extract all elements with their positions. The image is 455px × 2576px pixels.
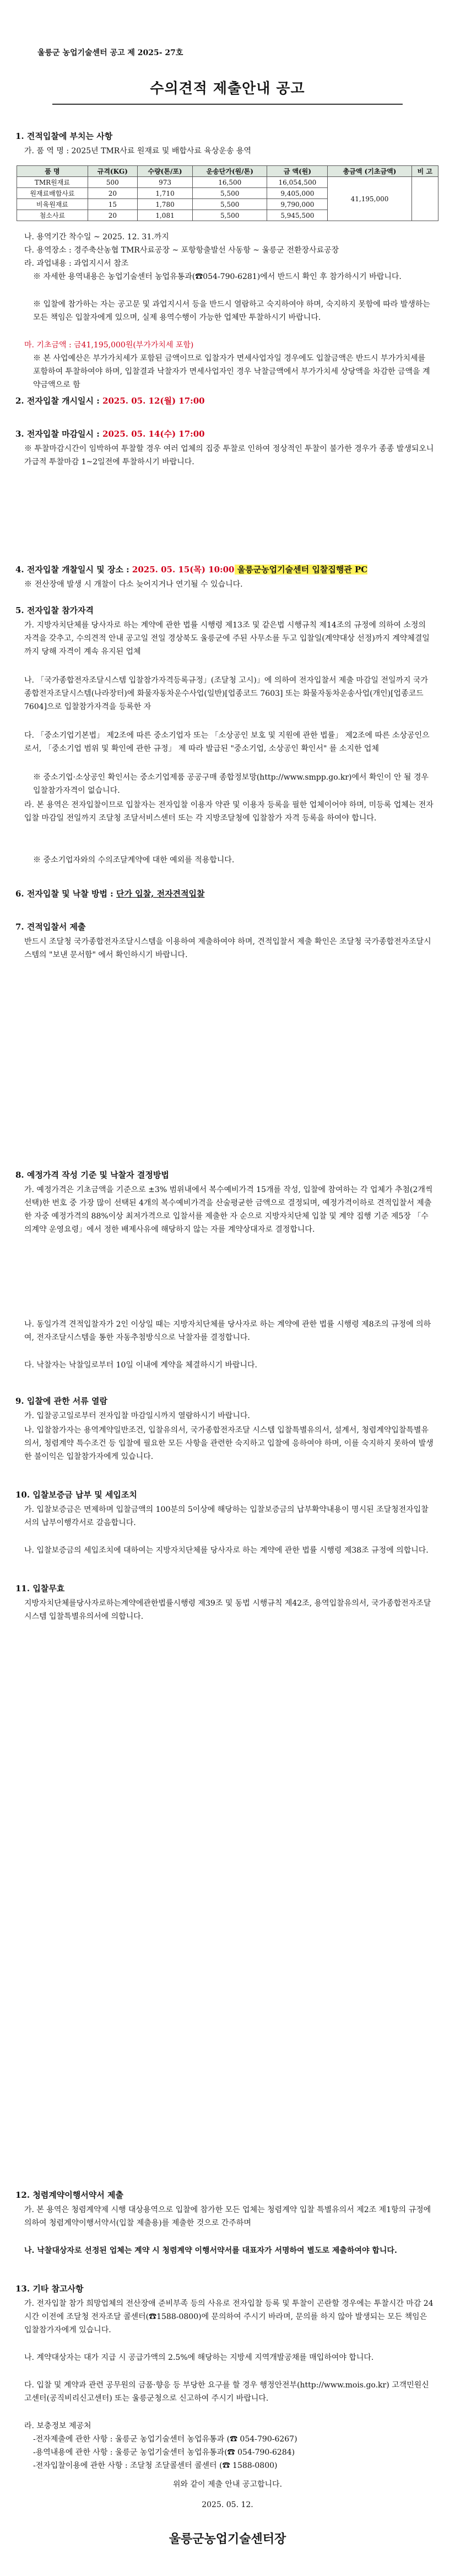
table-cell: 5,500: [193, 188, 267, 199]
section-13-line: 라. 보충정보 제공처: [24, 2422, 91, 2430]
section-11-body: 지방자치단체를당사자로하는계약에관한법률시행령 제39조 및 동법 시행규칙 제42조, 용역입찰유의서, 국가종합전자조달시스템 입찰특별유의서에 의합니다.: [24, 1599, 431, 1621]
table-header: 비 고: [411, 166, 438, 177]
section-4-label: 4. 전자입찰 개찰일시 및 장소 :: [15, 565, 132, 575]
product-table: [17, 165, 438, 221]
table-cell: 9,405,000: [267, 188, 328, 199]
section-2-label: 2. 전자입찰 개시일시 :: [15, 396, 103, 406]
table-header: 수량(톤/포): [137, 166, 192, 177]
table-cell: 원재료배합사료: [17, 188, 88, 199]
section-13-line: 가. 전자입찰 참가 희망업체의 전산장애 준비부족 등의 사유로 전자입찰 등록 및 투찰이 곤란할 경우에는 투찰시간 마감 24시간 이전에 조달청 전자조달 콜센터(☎1588-0800)에 문의하여 주시기 바라며, 문의를 하지 않아 발생되는 모든 책임은 입찰참가자에게 있습니다.: [24, 2299, 434, 2334]
title-divider: [52, 104, 403, 105]
section-5-line: 가. 지방자치단체를 당사자로 하는 계약에 관한 법률 시행령 제13조 및 같은법 시행규칙 제14조의 규정에 의하여 소정의 자격을 갖추고, 수의견적 안내 공고일 전일 경상북도 울릉군에 주된 사무소를 두고 입찰일(계약대상 선정)까지 계약체결일까지 당해 자격이 계속 유지된 업체: [24, 621, 430, 656]
section-2-value: 2025. 05. 12(월) 17:00: [102, 396, 205, 406]
section-6-value: 단가 입찰, 전자견적입찰: [116, 889, 205, 899]
section-9-line: 나. 입찰참가자는 용역계약일반조건, 입찰유의서, 국가종합전자조달 시스템 입찰특별유의서, 설계서, 청렴계약입찰특별유의서, 청렴계약 특수조건 등 입찰에 필요한 모든 사항을 관련한 숙지하고 입찰에 응하여야 하며, 이를 숙지하지 못하여 발생한 불이익은 입찰참가자에게 있습니다.: [24, 1426, 434, 1461]
section-5-line: 다. 「중소기업기본법」 제2조에 따른 중소기업자 또는 「소상공인 보호 및 지원에 관한 법률」 제2조에 따른 소상공인으로서, 「중소기업 범위 및 확인에 관한 규정」 제 따라 발급된 "중소기업, 소상공인 확인서" 를 소지한 업체: [24, 731, 430, 753]
table-header: 금 액(원): [267, 166, 328, 177]
section-5-line: 나. 「국가종합전자조달시스템 입찰참가자격등록규정」(조달청 고시)」에 의하여 전자입찰서 제출 마감일 전일까지 국가종합전자조달시스템(나라장터)에 화물자동차운수사업(일반)[업종코드 7603] 또는 화물자동차운송사업(개인)[업종코드 7604]으로 입찰참가자격을 등록한 자: [24, 676, 429, 711]
section-1-vat-note: ※ 본 사업예산은 부가가치세가 포함된 금액이므로 입찰자가 면세사업자일 경우에도 입찰금액은 반드시 부가가치세를 포함하여 투찰하여야 하며, 입찰결과 낙찰자가 면세사업자인 경우 낙찰금액에서 부가가치세 상당액을 차감한 금액을 계약금액으로 함: [33, 354, 430, 389]
section-4-heading: [15, 564, 440, 575]
section-1-line: 다. 용역장소 : 경주축산농협 TMR사료공장 ~ 포항항출발선 사동항 ~ 울릉군 전환장사료공장: [24, 246, 339, 255]
section-3-value: 2025. 05. 14(수) 17:00: [102, 429, 205, 439]
section-7-heading: 7. 견적입찰서 제출: [15, 922, 86, 932]
section-6-heading: [15, 888, 440, 899]
page-title: 수의견적 제출안내 공고: [150, 80, 305, 97]
section-1-line: 라. 과업내용 : 과업지시서 참조: [24, 259, 129, 268]
closing-statement: 위와 같이 제출 안내 공고합니다.: [172, 2480, 283, 2489]
section-12-line: 가. 본 용역은 청렴계약제 시행 대상용역으로 입찰에 참가한 모든 업체는 청렴계약 입찰 특별유의서 제2조 제1항의 규정에 의하여 청렴계약이행서약서(입찰 제출용)를 제출한 것으로 간주하며: [24, 2205, 431, 2228]
section-13-heading: 13. 기타 참고사항: [15, 2284, 84, 2294]
notice-date: 2025. 05. 12.: [202, 2500, 253, 2509]
table-cell: 첨소사료: [17, 210, 88, 221]
section-4-place: 울릉군농업기술센터 입찰집행관 PC: [234, 565, 368, 575]
table-cell: 1,710: [137, 188, 192, 199]
table-cell: 5,500: [193, 210, 267, 221]
section-12-heading: 12. 청렴계약이행서약서 제출: [15, 2190, 123, 2200]
section-5-note: ※ 중소기업자와의 수의조달계약에 대한 예외를 적용합니다.: [33, 856, 235, 865]
table-header: 총금액 (기초금액): [328, 166, 411, 177]
section-8-line: 나. 동일가격 견적입찰자가 2인 이상일 때는 지방자치단체를 당사자로 하는 계약에 관한 법률 시행령 제8조의 규정에 의하여, 전자조달시스템을 통한 자동추첨방식으로 낙찰자를 결정합니다.: [24, 1320, 431, 1342]
section-1-note: ※ 입찰에 참가하는 자는 공고문 및 과업지시서 등을 반드시 열람하고 숙지하여야 하며, 숙지하지 못함에 따라 발생하는 모든 책임은 입찰자에게 있으며, 실제 용역수행이 가능한 업체만 투찰하시기 바랍니다.: [33, 300, 430, 322]
section-13-line: 나. 계약대상자는 대가 지급 시 공급가액의 2.5%에 해당하는 지방세 지역개발공채를 매입하여야 합니다.: [24, 2353, 374, 2362]
section-7-body: 반드시 조달청 국가종합전자조달시스템을 이용하여 제출하여야 하며, 견적입찰서 제출 확인은 조달청 국가종합전자조달시스템의 "보낸 문서함" 에서 확인하시기 바랍니다.: [24, 937, 431, 959]
section-5-note: ※ 중소기업·소상공인 확인서는 중소기업제품 공공구매 종합정보망(http://www.smpp.go.kr)에서 확인이 안 될 경우 입찰참가자격이 없습니다.: [33, 773, 429, 795]
section-8-line: 다. 낙찰자는 낙찰일로부터 10일 이내에 계약을 체결하시기 바랍니다.: [24, 1361, 258, 1370]
table-total-cell: 41,195,000: [328, 177, 411, 221]
section-1-note: ※ 자세한 용역내용은 농업기술센터 농업유통과(☎054-790-6281)에서 반드시 확인 후 참가하시기 바랍니다.: [33, 272, 402, 281]
section-4-value: 2025. 05. 15(목) 10:00: [132, 565, 235, 575]
base-amount-line: 마. 기초금액 : 금41,195,000원(부가가치세 포함): [24, 341, 194, 350]
section-1-item-ga: 가. 품 역 명 : 2025년 TMR사료 원재료 및 배합사료 육상운송 용역: [24, 147, 251, 155]
table-header: 운송단가(원/톤): [193, 166, 267, 177]
section-11-heading: 11. 입찰무효: [15, 1584, 65, 1593]
section-3-heading: [15, 428, 440, 439]
section-8-heading: 8. 예정가격 작성 기준 및 낙찰자 결정방법: [15, 1170, 169, 1180]
section-4-note: ※ 전산장애 발생 시 개찰이 다소 늦어지거나 연기될 수 있습니다.: [24, 580, 243, 589]
table-cell-remarks: [411, 177, 438, 221]
table-cell: 973: [137, 177, 192, 188]
issuing-organization: 울릉군농업기술센터장: [169, 2532, 286, 2546]
section-5-heading: 5. 전자입찰 참가자격: [15, 605, 94, 615]
table-cell: 20: [88, 188, 137, 199]
section-13-contact: -전자입찰이용에 관한 사항 : 조달청 조달콜센터 콜센터 (☎ 1588-0800): [33, 2461, 278, 2470]
table-cell: TMR원재료: [17, 177, 88, 188]
table-header: 규격(KG): [88, 166, 137, 177]
table-cell: 1,780: [137, 199, 192, 210]
section-8-line: 가. 예정가격은 기초금액을 기준으로 ±3% 범위내에서 복수예비가격 15개를 작성, 입찰에 참여하는 각 업체가 추첨(2개씩 선택)한 번호 중 가장 많이 선택된 4개의 복수예비가격을 산술평균한 금액으로 결정되며, 예정가격이하로 견적입찰서 제출한 자중 예정가격의 88%이상 최저가격으로 입찰서를 제출한 자 순으로 지방자치단체 입찰 및 계약 집행 기준 제5장 「수의계약 운영요령」에서 정한 배제사유에 해당하지 않는 자를 계약상대자로 결정합니다.: [24, 1185, 433, 1234]
table-header: 품 명: [17, 166, 88, 177]
section-5-line: 라. 본 용역은 전자입찰이므로 입찰자는 전자입찰 이용자 약관 및 이용자 등록을 필한 업체이어야 하며, 미등록 업체는 전자입찰 마감일 전일까지 조달청 조달서비스센터 또는 각 지방조달청에 입찰참가 자격 등록을 하여야 합니다.: [24, 801, 434, 823]
section-6-label: 6. 전자입찰 및 낙찰 방법 :: [15, 889, 116, 899]
section-1-heading: 1. 견적입찰에 부치는 사항: [15, 131, 113, 141]
section-9-heading: 9. 입찰에 관한 서류 열람: [15, 1396, 107, 1406]
section-9-line: 가. 입찰공고일로부터 전자입찰 마감일시까지 열람하시기 바랍니다.: [24, 1412, 250, 1420]
table-cell: 비육원재료: [17, 199, 88, 210]
section-3-label: 3. 전자입찰 마감일시 :: [15, 429, 103, 439]
section-13-contact: -전자제출에 관한 사항 : 울릉군 농업기술센터 농업유통과 (☎ 054-790-6267): [33, 2435, 297, 2444]
section-12-line: 나. 낙찰대상자로 선정된 업체는 계약 시 청렴계약 이행서약서를 대표자가 서명하여 별도로 제출하여야 합니다.: [24, 2246, 397, 2255]
table-cell: 5,945,500: [267, 210, 328, 221]
table-cell: 16,500: [193, 177, 267, 188]
table-cell: 20: [88, 210, 137, 221]
section-2-heading: [15, 395, 440, 406]
table-cell: 1,081: [137, 210, 192, 221]
section-13-contact: -용역내용에 관한 사항 : 울릉군 농업기술센터 농업유통과(☎ 054-790-6284): [33, 2448, 295, 2457]
table-cell: 500: [88, 177, 137, 188]
notice-number: 울릉군 농업기술센터 공고 제 2025- 27호: [37, 49, 183, 57]
section-1-line: 나. 용역기간 착수일 ~ 2025. 12. 31.까지: [24, 233, 169, 242]
section-10-heading: 10. 입찰보증금 납부 및 세입조치: [15, 1490, 137, 1500]
table-cell: 9,790,000: [267, 199, 328, 210]
table-row: [17, 177, 438, 188]
table-cell: 5,500: [193, 199, 267, 210]
table-cell: 16,054,500: [267, 177, 328, 188]
table-cell: 15: [88, 199, 137, 210]
section-10-line: 가. 입찰보증금은 면제하며 입찰금액의 100분의 5이상에 해당하는 입찰보증금의 납부확약내용이 명시된 조달청전자입찰서의 납부이행각서로 갈음합니다.: [24, 1505, 429, 1527]
section-3-note: ※ 투찰마감시간이 임박하여 투찰할 경우 여러 업체의 집중 투찰로 인하여 정상적인 투찰이 불가한 경우가 종종 발생되오니 가급적 투찰마감 1~2일전에 투찰하시기 바랍니다.: [24, 444, 434, 466]
section-10-line: 나. 입찰보증금의 세입조치에 대하여는 지방자치단체를 당사자로 하는 계약에 관한 법률 시행령 제38조 규정에 의합니다.: [24, 1546, 429, 1555]
section-13-line: 다. 입찰 및 계약과 관련 공무원의 금품·향응 등 부당한 요구를 할 경우 행정안전부(http://www.mois.go.kr) 고객민원신고센터(공직비리신고센터) 또는 울릉군청으로 신고하여 주시기 바랍니다.: [24, 2381, 429, 2403]
